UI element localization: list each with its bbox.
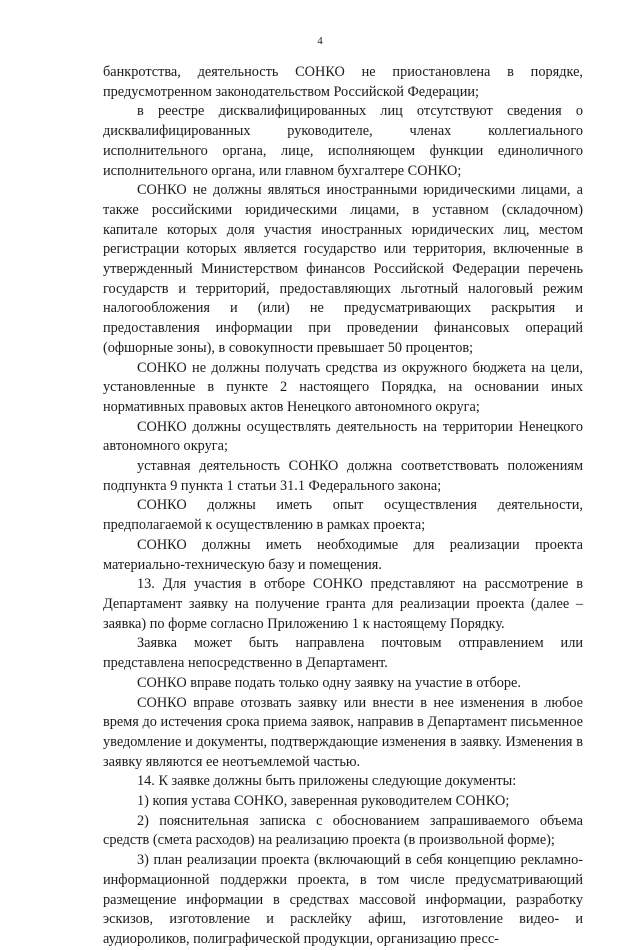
paragraph: 14. К заявке должны быть приложены следующие документы: [137,773,517,790]
paragraph: 2) пояснительная записка с обоснованием запрашиваемого объема средств (смета расходов) на реализацию проекта (в произвольной форме); [103,812,583,849]
paragraph: 3) план реализации проекта (включающий в себя концепцию рекламно-информационной поддержки проекта, в том числе предусматривающий размещение информации в средствах массовой информации, разработку эскизов, изготовление и расклейку афиш, изготовление видео- и аудиороликов, полиграфической продукции, организацию пресс- [103,852,583,947]
paragraph: СОНКО вправе подать только одну заявку на участие в отборе. [137,674,521,691]
paragraph: СОНКО не должны получать средства из окружного бюджета на цели, установленные в пункте 2 настоящего Порядка, на основании иных нормативных правовых актов Ненецкого автономного округа; [103,359,583,415]
paragraph: в реестре дисквалифицированных лиц отсутствуют сведения о дисквалифицированных руководителе, членах коллегиального исполнительного органа, лице, исполняющем функции единоличного исполнительного органа, или главном бухгалтере СОНКО; [103,103,583,179]
paragraph: СОНКО не должны являться иностранными юридическими лицами, а также российскими юридическими лицами, в уставном (складочном) капитале которых доля участия иностранных юридических лиц, местом регистрации которых является государство или территория, включенные в утвержденный Министерством финансов Российской Федерации перечень государств и территорий, предоставляющих льготный налоговый режим налогообложения и (или) не предусматривающих раскрытия и предоставления информации при проведении финансовых операций (офшорные зоны), в совокупности превышает 50 процентов; [103,182,583,356]
paragraph: банкротства, деятельность СОНКО не приостановлена в порядке, предусмотренном законодательством Российской Федерации; [103,64,583,100]
paragraph: Заявка может быть направлена почтовым отправлением или представлена непосредственно в Департамент. [103,635,583,672]
paragraph: СОНКО должны иметь необходимые для реализации проекта материально-техническую базу и помещения. [103,536,583,573]
document-body [103,63,583,950]
paragraph: СОНКО должны осуществлять деятельность на территории Ненецкого автономного округа; [103,418,583,455]
paragraph: СОНКО должны иметь опыт осуществления деятельности, предполагаемой к осуществлению в рамках проекта; [103,497,583,534]
paragraph: уставная деятельность СОНКО должна соответствовать положениям подпункта 9 пункта 1 статьи 31.1 Федерального закона; [103,458,583,494]
page-number: 4 [317,35,323,47]
paragraph: 13. Для участия в отборе СОНКО представляют на рассмотрение в Департамент заявку на получение гранта для реализации проекта (далее – заявка) по форме согласно Приложению 1 к настоящему Порядку. [103,576,583,632]
paragraph: СОНКО вправе отозвать заявку или внести в нее изменения в любое время до истечения срока приема заявок, направив в Департамент письменное уведомление и документы, подтверждающие изменения в заявку. Изменения в заявку являются ее неотъемлемой частью. [103,694,583,770]
paragraph: 1) копия устава СОНКО, заверенная руководителем СОНКО; [137,793,510,810]
